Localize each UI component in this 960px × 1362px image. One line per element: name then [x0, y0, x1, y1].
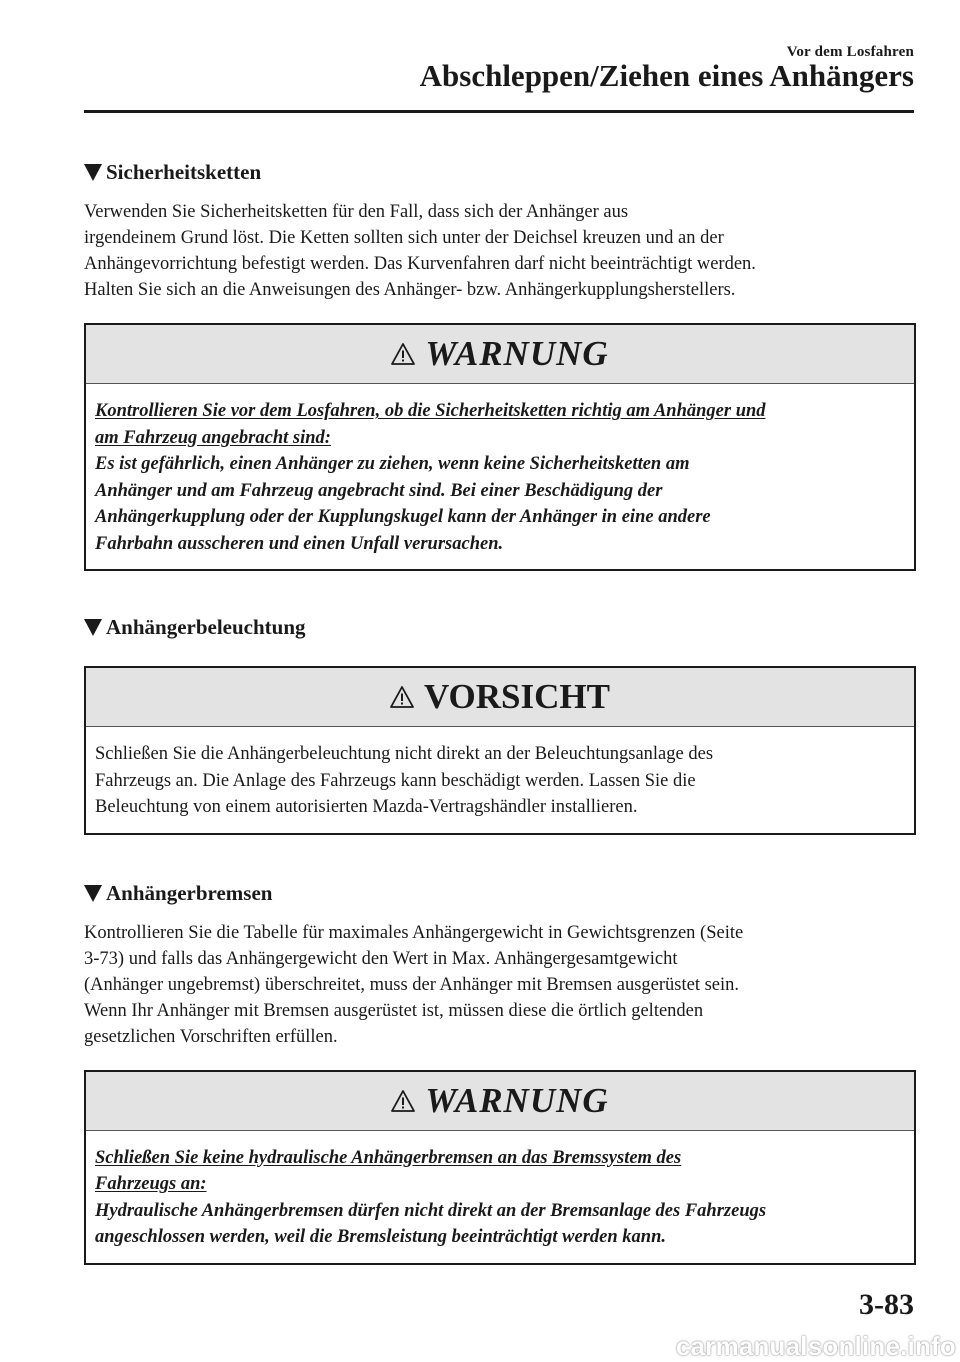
warning-underlined-line: Fahrzeugs an: [95, 1174, 207, 1194]
paragraph-line: 3-73) und falls das Anhängergewicht den Wert in Max. Anhängergesamtgewicht [84, 948, 678, 969]
caution-box-lighting [84, 666, 916, 835]
watermark-text: carmanualsonline.info [675, 1331, 956, 1361]
warning-line: angeschlossen werden, weil die Bremsleistung beeinträchtigt werden kann. [95, 1227, 666, 1247]
brakes-paragraph [84, 920, 916, 1050]
page-number: 3-83 [859, 1288, 914, 1321]
section-heading-label: Anhängerbeleuchtung [106, 615, 306, 639]
warning-line: Anhängerkupplung oder der Kupplungskugel kann der Anhänger in eine andere [95, 507, 711, 527]
warning-box-body [86, 1131, 914, 1263]
warning-line: Es ist gefährlich, einen Anhänger zu ziehen, wenn keine Sicherheitsketten am [95, 454, 690, 474]
triangle-bullet-icon [84, 619, 102, 636]
section-heading-brakes [84, 881, 916, 906]
section-heading-chains [84, 160, 916, 185]
warning-line: Anhänger und am Fahrzeug angebracht sind. Bei einer Beschädigung der [95, 480, 663, 501]
warning-underlined-line: am Fahrzeug angebracht sind: [95, 427, 331, 448]
paragraph-line: gesetzlichen Vorschriften erfüllen. [84, 1026, 338, 1047]
chains-paragraph [84, 199, 916, 303]
paragraph-line: Verwenden Sie Sicherheitsketten für den Fall, dass sich der Anhänger aus [84, 202, 629, 222]
paragraph-line: (Anhänger ungebremst) überschreitet, muss der Anhänger mit Bremsen ausgerüstet sein. [84, 974, 740, 995]
section-heading-label: Anhängerbremsen [106, 880, 273, 905]
caution-title: VORSICHT [423, 677, 610, 716]
warning-box-chains [84, 323, 916, 571]
warning-line: Hydraulische Anhängerbremsen dürfen nicht direkt an der Bremsanlage des Fahrzeugs [95, 1200, 767, 1221]
warning-box-header [86, 1072, 914, 1131]
warning-box-brakes [84, 1070, 916, 1265]
paragraph-line: Halten Sie sich an die Anweisungen des Anhänger- bzw. Anhängerkupplungsherstellers. [84, 280, 736, 300]
caution-box-body [86, 727, 914, 833]
warning-underlined-line: Schließen Sie keine hydraulische Anhängerbremsen an das Bremssystem des [95, 1147, 682, 1168]
section-heading-lighting [84, 615, 916, 640]
running-header-section: Vor dem Losfahren [786, 44, 914, 60]
warning-box-header [86, 325, 914, 384]
section-heading-label: Sicherheitsketten [106, 160, 262, 184]
page-content [84, 160, 916, 1265]
triangle-bullet-icon [84, 164, 102, 181]
paragraph-line: irgendeinem Grund löst. Die Ketten sollten sich unter der Deichsel kreuzen und an der [84, 228, 724, 248]
caution-triangle-icon [390, 685, 414, 709]
paragraph-line: Kontrollieren Sie die Tabelle für maximales Anhängergewicht in Gewichtsgrenzen (Seite [84, 922, 744, 943]
warning-underlined-line: Kontrollieren Sie vor dem Losfahren, ob die Sicherheitsketten richtig am Anhänger und [95, 401, 766, 421]
running-header-title: Abschleppen/Ziehen eines Anhängers [419, 58, 914, 93]
triangle-bullet-icon [84, 885, 102, 902]
header-divider [84, 110, 914, 113]
warning-title: WARNUNG [425, 334, 609, 373]
warning-line: Fahrbahn ausscheren und einen Unfall verursachen. [95, 533, 504, 554]
warning-triangle-icon [391, 342, 415, 366]
caution-line: Fahrzeugs an. Die Anlage des Fahrzeugs kann beschädigt werden. Lassen Sie die [95, 770, 696, 791]
paragraph-line: Anhängevorrichtung befestigt werden. Das Kurvenfahren darf nicht beeinträchtigt werden. [84, 254, 756, 274]
warning-triangle-icon [391, 1089, 415, 1113]
caution-box-header [86, 668, 914, 727]
caution-line: Schließen Sie die Anhängerbeleuchtung nicht direkt an der Beleuchtungsanlage des [95, 744, 714, 764]
warning-box-body [86, 384, 914, 569]
paragraph-line: Wenn Ihr Anhänger mit Bremsen ausgerüstet ist, müssen diese die örtlich geltenden [84, 1000, 704, 1021]
caution-line: Beleuchtung von einem autorisierten Mazda-Vertragshändler installieren. [95, 797, 638, 817]
warning-title: WARNUNG [425, 1080, 609, 1120]
